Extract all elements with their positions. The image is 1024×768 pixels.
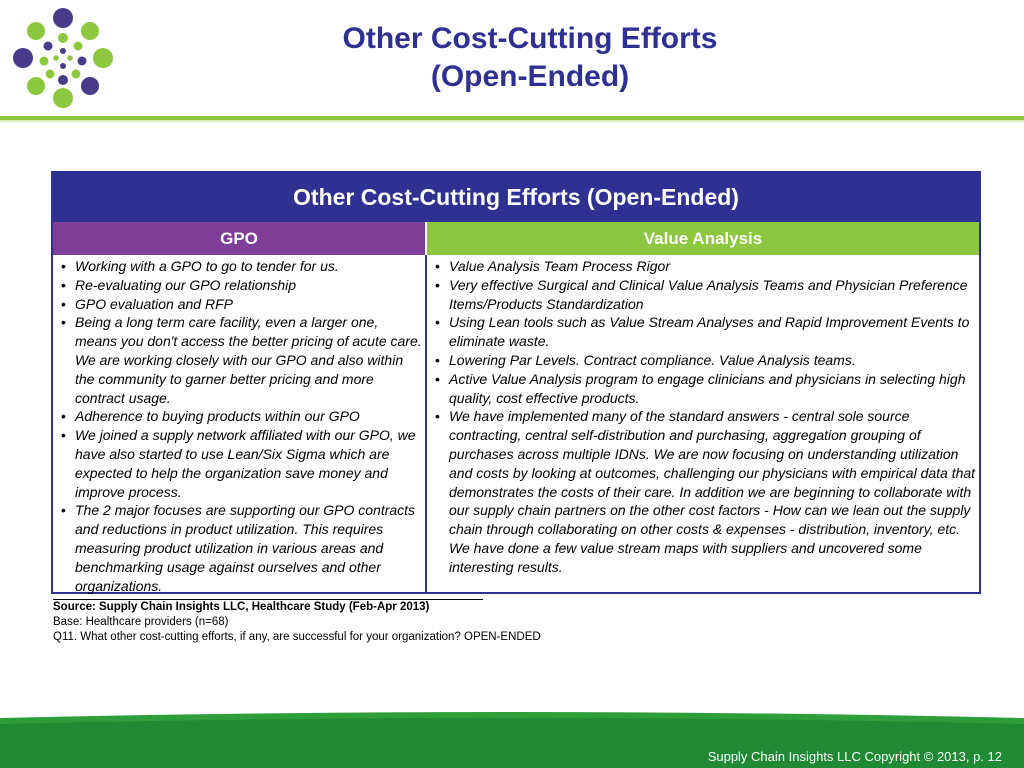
logo-dots bbox=[13, 8, 113, 108]
cost-cutting-table bbox=[51, 171, 981, 594]
title-divider-shadow bbox=[0, 120, 1024, 123]
company-logo bbox=[8, 6, 118, 110]
list-item bbox=[433, 313, 977, 351]
list-item bbox=[59, 276, 423, 295]
bullet-icon: • bbox=[435, 408, 440, 425]
list-item-text: Very effective Surgical and Clinical Value Analysis Teams and Physician Preference Items/Products Standardization bbox=[449, 276, 968, 312]
slide-title bbox=[250, 20, 810, 96]
list-item-text: Using Lean tools such as Value Stream Analyses and Rapid Improvement Events to eliminate waste. bbox=[449, 314, 970, 350]
list-item-text: Value Analysis Team Process Rigor bbox=[449, 258, 670, 274]
column-header-gpo: GPO bbox=[53, 222, 425, 255]
list-item bbox=[433, 257, 977, 276]
list-item bbox=[59, 426, 423, 501]
bullet-icon: • bbox=[435, 314, 440, 331]
list-item-text: Being a long term care facility, even a larger one, means you don't access the better pricing of acute care. We are working closely with our GPO and also within the community to garner better pricing and more contract usage. bbox=[75, 314, 422, 406]
slide-title-line1: Other Cost-Cutting Efforts bbox=[342, 22, 718, 55]
bullet-icon: • bbox=[61, 427, 66, 444]
bullet-icon: • bbox=[61, 276, 66, 293]
source-note bbox=[53, 600, 653, 645]
table-title: Other Cost-Cutting Efforts (Open-Ended) bbox=[53, 173, 979, 222]
list-item-text: Active Value Analysis program to engage clinicians and physicians in selecting high quality, cost effective products. bbox=[449, 370, 966, 406]
bullet-icon: • bbox=[61, 258, 66, 274]
source-base: Base: Healthcare providers (n=68) bbox=[53, 616, 229, 628]
list-item bbox=[433, 407, 977, 576]
list-item-text: The 2 major focuses are supporting our GPO contracts and reductions in product utilization. This requires measuring product utilization in various areas and benchmarking usage against ourselves and other organizations. bbox=[75, 502, 416, 594]
bullet-icon: • bbox=[61, 502, 66, 519]
list-item-text: We joined a supply network affiliated with our GPO, we have also started to use Lean/Six Sigma which are expected to help the organization save money and improve process. bbox=[75, 427, 416, 500]
value-analysis-list bbox=[433, 257, 977, 577]
bullet-icon: • bbox=[435, 276, 440, 293]
list-item bbox=[59, 295, 423, 314]
list-item bbox=[433, 276, 977, 314]
slide-title-line2: (Open-Ended) bbox=[430, 60, 630, 93]
list-item-text: Lowering Par Levels. Contract compliance. Value Analysis teams. bbox=[449, 351, 856, 368]
bullet-icon: • bbox=[435, 258, 440, 274]
list-item-text: We have implemented many of the standard answers - central sole source contracting, central self-distribution and purchasing, aggregation grouping of purchases across multiple IDNs. We are now focusing on understanding utilization and costs by looking at outcomes, challenging our physicians with empirical data that demonstrates the costs of their care. In addition we are beginning to collaborate with our supply chain partners on the other cost factors - How can we lean out the supply chain through collaborating on other costs & expenses - distribution, inventory, etc. We have done a few value stream maps with suppliers and uncovered some interesting results. bbox=[449, 408, 976, 575]
bullet-icon: • bbox=[435, 351, 440, 368]
list-item bbox=[59, 501, 423, 595]
bullet-icon: • bbox=[61, 314, 66, 331]
bullet-icon: • bbox=[61, 295, 66, 312]
list-item bbox=[59, 257, 423, 276]
list-item-text: Re-evaluating our GPO relationship bbox=[75, 276, 297, 293]
source-question: Q11. What other cost-cutting efforts, if any, are successful for your organization? OPEN-ENDED bbox=[53, 631, 541, 643]
column-header-value-analysis: Value Analysis bbox=[427, 222, 979, 255]
list-item-text: GPO evaluation and RFP bbox=[75, 295, 233, 312]
list-item-text: Working with a GPO to go to tender for us. bbox=[75, 258, 339, 274]
gpo-list bbox=[59, 257, 423, 595]
source-citation: Source: Supply Chain Insights LLC, Healthcare Study (Feb-Apr 2013) bbox=[53, 601, 430, 613]
list-item bbox=[433, 351, 977, 370]
list-item-text: Adherence to buying products within our GPO bbox=[75, 408, 360, 425]
bullet-icon: • bbox=[435, 370, 440, 387]
bullet-icon: • bbox=[61, 408, 66, 425]
column-divider bbox=[425, 255, 427, 594]
list-item bbox=[59, 407, 423, 426]
list-item bbox=[59, 313, 423, 407]
footer-copyright: Supply Chain Insights LLC Copyright © 2013, p. 12 bbox=[707, 749, 1002, 764]
list-item bbox=[433, 370, 977, 408]
